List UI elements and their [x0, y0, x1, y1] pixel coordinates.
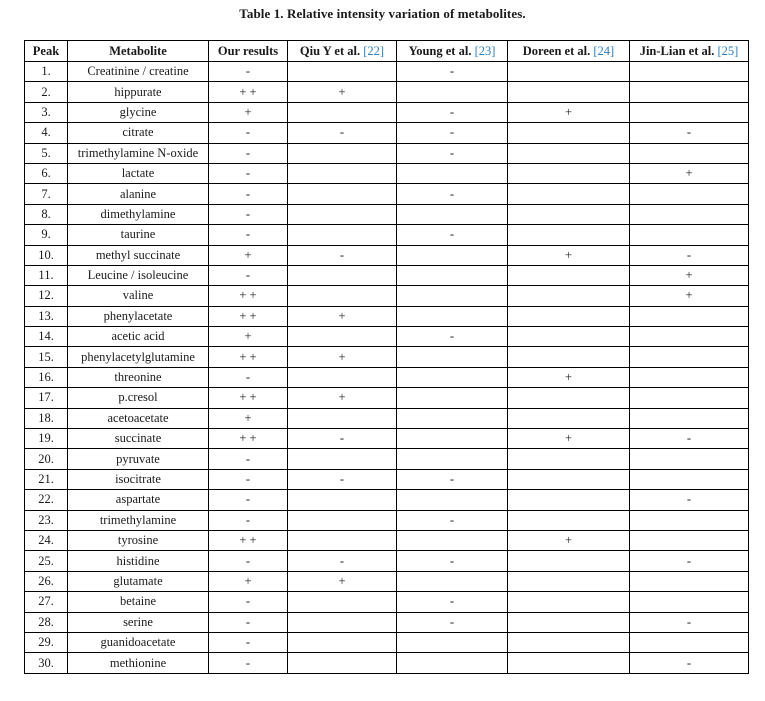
cell-qiu: + — [288, 82, 397, 102]
table-row — [25, 571, 749, 591]
cell-metabolite: dimethylamine — [68, 204, 209, 224]
table-row — [25, 632, 749, 652]
cell-qiu: - — [288, 551, 397, 571]
cell-qiu — [288, 184, 397, 204]
table-row — [25, 469, 749, 489]
cell-peak: 23. — [25, 510, 68, 530]
table-row — [25, 204, 749, 224]
cell-peak: 6. — [25, 163, 68, 183]
ref-link-23[interactable]: [23] — [474, 43, 496, 58]
cell-peak: 24. — [25, 530, 68, 550]
cell-doreen: + — [508, 102, 630, 122]
cell-metabolite: phenylacetate — [68, 306, 209, 326]
cell-doreen — [508, 469, 630, 489]
cell-peak: 27. — [25, 592, 68, 612]
cell-our-results: + + — [209, 429, 288, 449]
cell-qiu: + — [288, 306, 397, 326]
cell-peak: 5. — [25, 143, 68, 163]
cell-young — [397, 449, 508, 469]
cell-metabolite: isocitrate — [68, 469, 209, 489]
cell-peak: 11. — [25, 265, 68, 285]
cell-our-results: - — [209, 632, 288, 652]
cell-metabolite: lactate — [68, 163, 209, 183]
cell-our-results: - — [209, 592, 288, 612]
cell-young: - — [397, 469, 508, 489]
cell-doreen — [508, 123, 630, 143]
cell-peak: 29. — [25, 632, 68, 652]
cell-qiu — [288, 632, 397, 652]
cell-jin-lian — [630, 449, 749, 469]
table-row — [25, 184, 749, 204]
cell-peak: 7. — [25, 184, 68, 204]
cell-qiu: + — [288, 571, 397, 591]
cell-young: - — [397, 612, 508, 632]
cell-young — [397, 408, 508, 428]
cell-jin-lian — [630, 571, 749, 591]
cell-young — [397, 530, 508, 550]
cell-jin-lian — [630, 592, 749, 612]
table-row — [25, 612, 749, 632]
cell-peak: 30. — [25, 653, 68, 673]
cell-qiu — [288, 653, 397, 673]
cell-young — [397, 653, 508, 673]
header-qiu — [288, 41, 397, 62]
cell-doreen — [508, 347, 630, 367]
cell-our-results: + — [209, 571, 288, 591]
cell-metabolite: acetoacetate — [68, 408, 209, 428]
table-row — [25, 551, 749, 571]
cell-peak: 20. — [25, 449, 68, 469]
table-row — [25, 510, 749, 530]
cell-metabolite: glutamate — [68, 571, 209, 591]
cell-young — [397, 306, 508, 326]
cell-doreen — [508, 388, 630, 408]
cell-young — [397, 632, 508, 652]
cell-jin-lian — [630, 469, 749, 489]
table-row — [25, 102, 749, 122]
cell-qiu: - — [288, 429, 397, 449]
header-doreen — [508, 41, 630, 62]
table-row — [25, 265, 749, 285]
table-row — [25, 123, 749, 143]
cell-doreen — [508, 82, 630, 102]
cell-peak: 18. — [25, 408, 68, 428]
cell-doreen — [508, 449, 630, 469]
cell-jin-lian — [630, 530, 749, 550]
cell-doreen — [508, 490, 630, 510]
cell-peak: 12. — [25, 286, 68, 306]
cell-metabolite: betaine — [68, 592, 209, 612]
cell-metabolite: pyruvate — [68, 449, 209, 469]
cell-our-results: - — [209, 510, 288, 530]
cell-young — [397, 286, 508, 306]
cell-jin-lian — [630, 306, 749, 326]
cell-jin-lian — [630, 143, 749, 163]
cell-our-results: - — [209, 265, 288, 285]
cell-doreen — [508, 551, 630, 571]
cell-young: - — [397, 143, 508, 163]
cell-our-results: + + — [209, 82, 288, 102]
cell-our-results: + — [209, 102, 288, 122]
cell-metabolite: trimethylamine N-oxide — [68, 143, 209, 163]
cell-qiu — [288, 102, 397, 122]
cell-doreen — [508, 571, 630, 591]
cell-peak: 1. — [25, 62, 68, 82]
cell-peak: 2. — [25, 82, 68, 102]
cell-metabolite: serine — [68, 612, 209, 632]
cell-jin-lian: - — [630, 490, 749, 510]
header-jin-label: Jin-Lian et al. — [639, 43, 715, 58]
cell-qiu: - — [288, 245, 397, 265]
cell-metabolite: taurine — [68, 225, 209, 245]
cell-our-results: - — [209, 490, 288, 510]
cell-peak: 16. — [25, 367, 68, 387]
cell-metabolite: trimethylamine — [68, 510, 209, 530]
table-row — [25, 408, 749, 428]
cell-young: - — [397, 123, 508, 143]
cell-jin-lian — [630, 367, 749, 387]
cell-doreen — [508, 163, 630, 183]
cell-our-results: + + — [209, 388, 288, 408]
cell-qiu — [288, 62, 397, 82]
cell-doreen — [508, 510, 630, 530]
table-row — [25, 367, 749, 387]
cell-our-results: + + — [209, 347, 288, 367]
cell-jin-lian — [630, 82, 749, 102]
cell-jin-lian — [630, 204, 749, 224]
table-row — [25, 449, 749, 469]
cell-qiu — [288, 265, 397, 285]
header-qiu-label: Qiu Y et al. — [299, 43, 361, 58]
cell-doreen — [508, 204, 630, 224]
cell-qiu — [288, 225, 397, 245]
cell-metabolite: methionine — [68, 653, 209, 673]
table-row — [25, 530, 749, 550]
cell-young — [397, 347, 508, 367]
cell-jin-lian — [630, 632, 749, 652]
cell-doreen — [508, 408, 630, 428]
cell-doreen — [508, 592, 630, 612]
cell-qiu — [288, 530, 397, 550]
header-our-results: Our results — [209, 41, 288, 62]
cell-jin-lian — [630, 184, 749, 204]
ref-link-25[interactable]: [25] — [717, 43, 739, 58]
cell-doreen — [508, 286, 630, 306]
table-row — [25, 490, 749, 510]
cell-peak: 26. — [25, 571, 68, 591]
cell-qiu — [288, 408, 397, 428]
table-caption: Table 1. Relative intensity variation of metabolites. — [239, 6, 526, 21]
cell-young — [397, 367, 508, 387]
cell-doreen: + — [508, 530, 630, 550]
table-row — [25, 143, 749, 163]
cell-qiu: + — [288, 347, 397, 367]
cell-jin-lian: - — [630, 653, 749, 673]
cell-our-results: - — [209, 163, 288, 183]
cell-young — [397, 388, 508, 408]
cell-young — [397, 490, 508, 510]
table-body — [25, 62, 749, 674]
cell-young: - — [397, 592, 508, 612]
cell-jin-lian: - — [630, 612, 749, 632]
cell-our-results: - — [209, 204, 288, 224]
cell-qiu — [288, 143, 397, 163]
cell-young: - — [397, 184, 508, 204]
cell-peak: 3. — [25, 102, 68, 122]
cell-our-results: - — [209, 551, 288, 571]
header-doreen-label: Doreen et al. — [522, 43, 591, 58]
cell-doreen: + — [508, 245, 630, 265]
cell-jin-lian — [630, 62, 749, 82]
cell-jin-lian — [630, 347, 749, 367]
cell-our-results: - — [209, 449, 288, 469]
cell-jin-lian — [630, 225, 749, 245]
cell-our-results: - — [209, 367, 288, 387]
table-row — [25, 225, 749, 245]
cell-our-results: + — [209, 408, 288, 428]
cell-qiu — [288, 612, 397, 632]
cell-peak: 25. — [25, 551, 68, 571]
cell-doreen — [508, 632, 630, 652]
cell-metabolite: methyl succinate — [68, 245, 209, 265]
cell-peak: 28. — [25, 612, 68, 632]
cell-peak: 17. — [25, 388, 68, 408]
cell-metabolite: p.cresol — [68, 388, 209, 408]
cell-peak: 21. — [25, 469, 68, 489]
cell-peak: 10. — [25, 245, 68, 265]
cell-qiu — [288, 510, 397, 530]
cell-doreen — [508, 225, 630, 245]
cell-metabolite: histidine — [68, 551, 209, 571]
table-row — [25, 429, 749, 449]
cell-qiu: - — [288, 469, 397, 489]
cell-our-results: + + — [209, 286, 288, 306]
header-peak: Peak — [25, 41, 68, 62]
table-row — [25, 347, 749, 367]
cell-our-results: - — [209, 123, 288, 143]
cell-young: - — [397, 327, 508, 347]
cell-doreen — [508, 306, 630, 326]
cell-qiu — [288, 449, 397, 469]
cell-young — [397, 265, 508, 285]
cell-our-results: - — [209, 184, 288, 204]
cell-jin-lian: + — [630, 265, 749, 285]
cell-young: - — [397, 551, 508, 571]
cell-jin-lian — [630, 510, 749, 530]
cell-young — [397, 571, 508, 591]
ref-link-24[interactable]: [24] — [593, 43, 615, 58]
cell-young: - — [397, 225, 508, 245]
cell-jin-lian: + — [630, 286, 749, 306]
cell-our-results: - — [209, 469, 288, 489]
header-jin-lian — [630, 41, 749, 62]
cell-our-results: + + — [209, 306, 288, 326]
cell-young: - — [397, 102, 508, 122]
cell-metabolite: Leucine / isoleucine — [68, 265, 209, 285]
cell-young — [397, 204, 508, 224]
cell-qiu — [288, 286, 397, 306]
cell-metabolite: glycine — [68, 102, 209, 122]
cell-our-results: - — [209, 143, 288, 163]
cell-qiu: - — [288, 123, 397, 143]
cell-qiu: + — [288, 388, 397, 408]
cell-peak: 8. — [25, 204, 68, 224]
cell-peak: 19. — [25, 429, 68, 449]
cell-metabolite: threonine — [68, 367, 209, 387]
table-row — [25, 653, 749, 673]
cell-qiu — [288, 163, 397, 183]
cell-qiu — [288, 490, 397, 510]
cell-doreen — [508, 184, 630, 204]
cell-metabolite: phenylacetylglutamine — [68, 347, 209, 367]
table-row — [25, 82, 749, 102]
cell-metabolite: valine — [68, 286, 209, 306]
table-row — [25, 306, 749, 326]
cell-peak: 9. — [25, 225, 68, 245]
cell-doreen: + — [508, 429, 630, 449]
cell-jin-lian — [630, 327, 749, 347]
cell-metabolite: aspartate — [68, 490, 209, 510]
cell-jin-lian — [630, 408, 749, 428]
metabolite-table — [24, 40, 749, 674]
cell-metabolite: acetic acid — [68, 327, 209, 347]
table-row — [25, 327, 749, 347]
cell-young — [397, 245, 508, 265]
table-row — [25, 163, 749, 183]
header-young — [397, 41, 508, 62]
table-row — [25, 62, 749, 82]
cell-metabolite: Creatinine / creatine — [68, 62, 209, 82]
cell-our-results: - — [209, 225, 288, 245]
cell-qiu — [288, 592, 397, 612]
cell-young: - — [397, 510, 508, 530]
cell-jin-lian: - — [630, 245, 749, 265]
cell-our-results: + — [209, 245, 288, 265]
table-row — [25, 245, 749, 265]
cell-metabolite: guanidoacetate — [68, 632, 209, 652]
table-row — [25, 286, 749, 306]
cell-our-results: - — [209, 653, 288, 673]
cell-our-results: - — [209, 612, 288, 632]
cell-metabolite: alanine — [68, 184, 209, 204]
ref-link-22[interactable]: [22] — [363, 43, 385, 58]
table-row — [25, 592, 749, 612]
cell-peak: 13. — [25, 306, 68, 326]
cell-young: - — [397, 62, 508, 82]
cell-peak: 14. — [25, 327, 68, 347]
header-row — [25, 41, 749, 62]
cell-doreen — [508, 327, 630, 347]
cell-our-results: - — [209, 62, 288, 82]
cell-doreen — [508, 265, 630, 285]
table-row — [25, 388, 749, 408]
cell-jin-lian: - — [630, 429, 749, 449]
cell-metabolite: tyrosine — [68, 530, 209, 550]
cell-qiu — [288, 367, 397, 387]
cell-peak: 4. — [25, 123, 68, 143]
cell-doreen — [508, 612, 630, 632]
header-metabolite: Metabolite — [68, 41, 209, 62]
cell-doreen: + — [508, 367, 630, 387]
cell-doreen — [508, 653, 630, 673]
cell-jin-lian: + — [630, 163, 749, 183]
cell-young — [397, 82, 508, 102]
cell-metabolite: citrate — [68, 123, 209, 143]
cell-doreen — [508, 62, 630, 82]
cell-jin-lian — [630, 102, 749, 122]
cell-qiu — [288, 327, 397, 347]
cell-our-results: + + — [209, 530, 288, 550]
cell-metabolite: succinate — [68, 429, 209, 449]
cell-our-results: + — [209, 327, 288, 347]
cell-peak: 22. — [25, 490, 68, 510]
header-young-label: Young et al. — [408, 43, 472, 58]
cell-young — [397, 429, 508, 449]
cell-metabolite: hippurate — [68, 82, 209, 102]
cell-peak: 15. — [25, 347, 68, 367]
cell-jin-lian: - — [630, 123, 749, 143]
cell-jin-lian — [630, 388, 749, 408]
cell-jin-lian: - — [630, 551, 749, 571]
cell-doreen — [508, 143, 630, 163]
cell-young — [397, 163, 508, 183]
cell-qiu — [288, 204, 397, 224]
